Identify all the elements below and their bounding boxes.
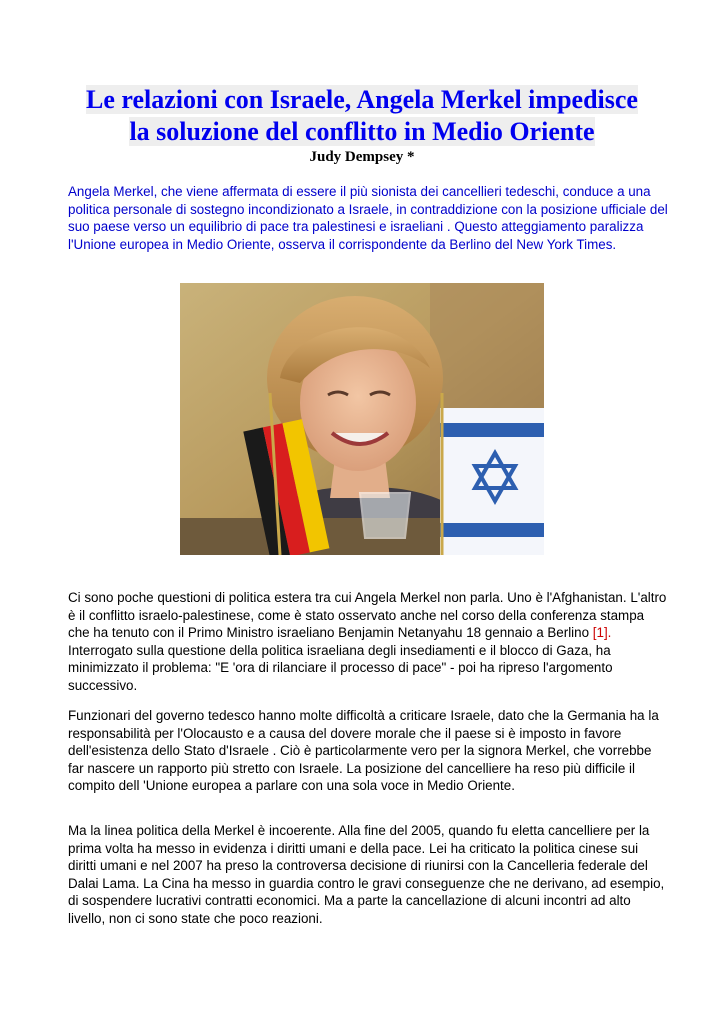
- paragraph-1-text-b: Interrogato sulla questione della politica israeliana degli insediamenti e il blocco di Gaza, ha minimizzato il problema: "E 'ora di rilanciare il processo di pace" - poi ha ripreso l'argomento successivo.: [68, 642, 613, 693]
- article-title[interactable]: [40, 84, 684, 148]
- paragraph-1: [68, 589, 668, 695]
- article-photo: [180, 283, 544, 555]
- paragraph-1-text-a: Ci sono poche questioni di politica estera tra cui Angela Merkel non parla. Uno è l'Afghanistan. L'altro è il conflitto israelo-palestinese, come è stato osservato anche nel corso della conferenza stampa che ha tenuto con il Primo Ministro israeliano Benjamin Netanyahu 18 gennaio a Berlino: [68, 590, 667, 641]
- title-line-1[interactable]: Le relazioni con Israele, Angela Merkel impedisce: [86, 85, 638, 114]
- lead-paragraph: Angela Merkel, che viene affermata di essere il più sionista dei cancellieri tedeschi, conduce a una politica personale di sostegno incondizionato a Israele, in contraddizione con la posizione ufficiale del suo paese verso un equilibrio di pace tra palestinesi e israeliani . Questo atteggiamento paralizza l'Unione europea in Medio Oriente, osserva il corrispondente da Berlino del New York Times.: [68, 184, 668, 252]
- author-byline: Judy Dempsey *: [309, 149, 415, 165]
- title-line-2[interactable]: la soluzione del conflitto in Medio Oriente: [129, 117, 595, 146]
- reference-link-1[interactable]: [1].: [592, 625, 612, 641]
- paragraph-3: Ma la linea politica della Merkel è incoerente. Alla fine del 2005, quando fu eletta cancelliere per la prima volta ha messo in evidenza i diritti umani e della pace. Lei ha criticato la politica cinese sui diritti umani e nel 2007 ha preso la controversa decisione di riunirsi con la Cancelleria federale del Dalai Lama. La Cina ha messo in guardia contro le gravi conseguenze che ne derivano, ad esempio, di sospendere lucrativi contratti economici. Ma a parte la cancellazione di alcuni incontri ad alto livello, non ci sono state che poco reazioni.: [68, 823, 665, 926]
- paragraph-2: Funzionari del governo tedesco hanno molte difficoltà a criticare Israele, dato che la Germania ha la responsabilità per l'Olocausto e a causa del dovere morale che il paese si è imposto in favore dell'esistenza dello Stato d'Israele . Ciò è particolarmente vero per la signora Merkel, che vorrebbe far nascere un rapporto più stretto con Israele. La posizione del cancelliere ha reso più difficile il compito dell 'Unione europea a parlare con una sola voce in Medio Oriente.: [68, 708, 659, 794]
